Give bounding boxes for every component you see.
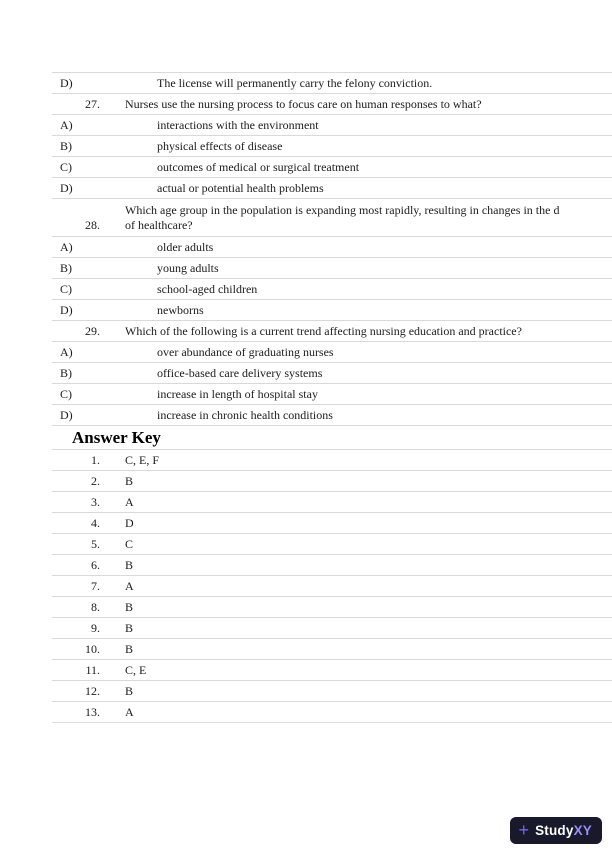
option-row (52, 257, 612, 278)
option-row (52, 72, 612, 93)
question-number: 29. (85, 324, 100, 338)
question-text-line1: Which age group in the population is expanding most rapidly, resulting in changes in the d (125, 203, 560, 217)
question-number: 28. (85, 218, 100, 232)
option-row (52, 404, 612, 425)
option-text: young adults (157, 261, 219, 275)
answer-value: B (125, 474, 134, 488)
question-text: Which of the following is a current trend affecting nursing education and practice? (125, 324, 522, 338)
option-row (52, 236, 612, 257)
question-text-line2: of healthcare? (125, 218, 193, 232)
answer-value: B (125, 642, 134, 656)
option-text: over abundance of graduating nurses (157, 345, 334, 359)
option-row (52, 299, 612, 320)
answer-value: C (125, 537, 134, 551)
option-text: The license will permanently carry the felony conviction. (157, 76, 433, 90)
question-text: Nurses use the nursing process to focus care on human responses to what? (125, 97, 482, 111)
plus-icon: + (518, 819, 530, 840)
answer-key-row (52, 554, 612, 575)
answer-value: C, E (125, 663, 147, 677)
option-letter: C) (60, 282, 72, 296)
answer-number: 9. (91, 621, 100, 635)
option-row (52, 278, 612, 299)
answer-key-row (52, 449, 612, 470)
answer-key-table (52, 449, 612, 723)
answer-value: B (125, 600, 134, 614)
option-row (52, 383, 612, 404)
answer-key-row (52, 491, 612, 512)
answer-number: 6. (91, 558, 100, 572)
logo-wordmark (535, 823, 592, 838)
option-letter: A) (60, 240, 73, 254)
option-text: physical effects of disease (157, 139, 283, 153)
answer-value: B (125, 558, 134, 572)
answer-key-row (52, 701, 612, 722)
answer-number: 7. (91, 579, 100, 593)
answer-value: A (125, 579, 134, 593)
option-text: increase in chronic health conditions (157, 408, 333, 422)
option-letter: A) (60, 345, 73, 359)
answer-key-row (52, 533, 612, 554)
answer-value: C, E, F (125, 453, 160, 467)
option-letter: B) (60, 139, 72, 153)
answer-number: 4. (91, 516, 100, 530)
option-row (52, 362, 612, 383)
option-row (52, 135, 612, 156)
option-text: outcomes of medical or surgical treatment (157, 160, 360, 174)
answer-number: 13. (85, 705, 100, 719)
option-text: increase in length of hospital stay (157, 387, 318, 401)
logo-text-primary: Study (535, 823, 574, 838)
answer-number: 1. (91, 453, 100, 467)
option-text: interactions with the environment (157, 118, 319, 132)
answer-key-row (52, 680, 612, 701)
answer-key-row (52, 575, 612, 596)
answer-key-row (52, 638, 612, 659)
answer-key-row (52, 617, 612, 638)
question-number: 27. (85, 97, 100, 111)
option-text: office-based care delivery systems (157, 366, 323, 380)
document-page (52, 72, 612, 723)
answer-key-row (52, 659, 612, 680)
answer-key-title: Answer Key (72, 428, 161, 447)
option-letter: D) (60, 76, 73, 90)
option-letter: C) (60, 160, 72, 174)
option-row (52, 341, 612, 362)
question-row (52, 320, 612, 341)
option-row (52, 156, 612, 177)
question-row (52, 198, 612, 236)
option-row (52, 114, 612, 135)
question-text (100, 203, 612, 233)
question-table (52, 72, 612, 426)
option-text: older adults (157, 240, 214, 254)
answer-value: D (125, 516, 134, 530)
studyxy-logo[interactable] (510, 817, 602, 844)
option-letter: C) (60, 387, 72, 401)
answer-number: 10. (85, 642, 100, 656)
answer-key-row (52, 596, 612, 617)
option-letter: D) (60, 181, 73, 195)
option-text: school-aged children (157, 282, 258, 296)
option-letter: A) (60, 118, 73, 132)
answer-value: A (125, 705, 134, 719)
answer-number: 5. (91, 537, 100, 551)
answer-value: B (125, 684, 134, 698)
logo-text-accent: XY (573, 823, 592, 838)
option-letter: D) (60, 408, 73, 422)
answer-number: 3. (91, 495, 100, 509)
answer-number: 2. (91, 474, 100, 488)
answer-number: 12. (85, 684, 100, 698)
answer-value: B (125, 621, 134, 635)
option-letter: B) (60, 261, 72, 275)
answer-value: A (125, 495, 134, 509)
answer-key-row (52, 512, 612, 533)
option-row (52, 177, 612, 198)
answer-number: 8. (91, 600, 100, 614)
answer-key-row (52, 470, 612, 491)
option-text: actual or potential health problems (157, 181, 324, 195)
answer-number: 11. (85, 663, 100, 677)
question-row (52, 93, 612, 114)
option-text: newborns (157, 303, 204, 317)
option-letter: D) (60, 303, 73, 317)
option-letter: B) (60, 366, 72, 380)
